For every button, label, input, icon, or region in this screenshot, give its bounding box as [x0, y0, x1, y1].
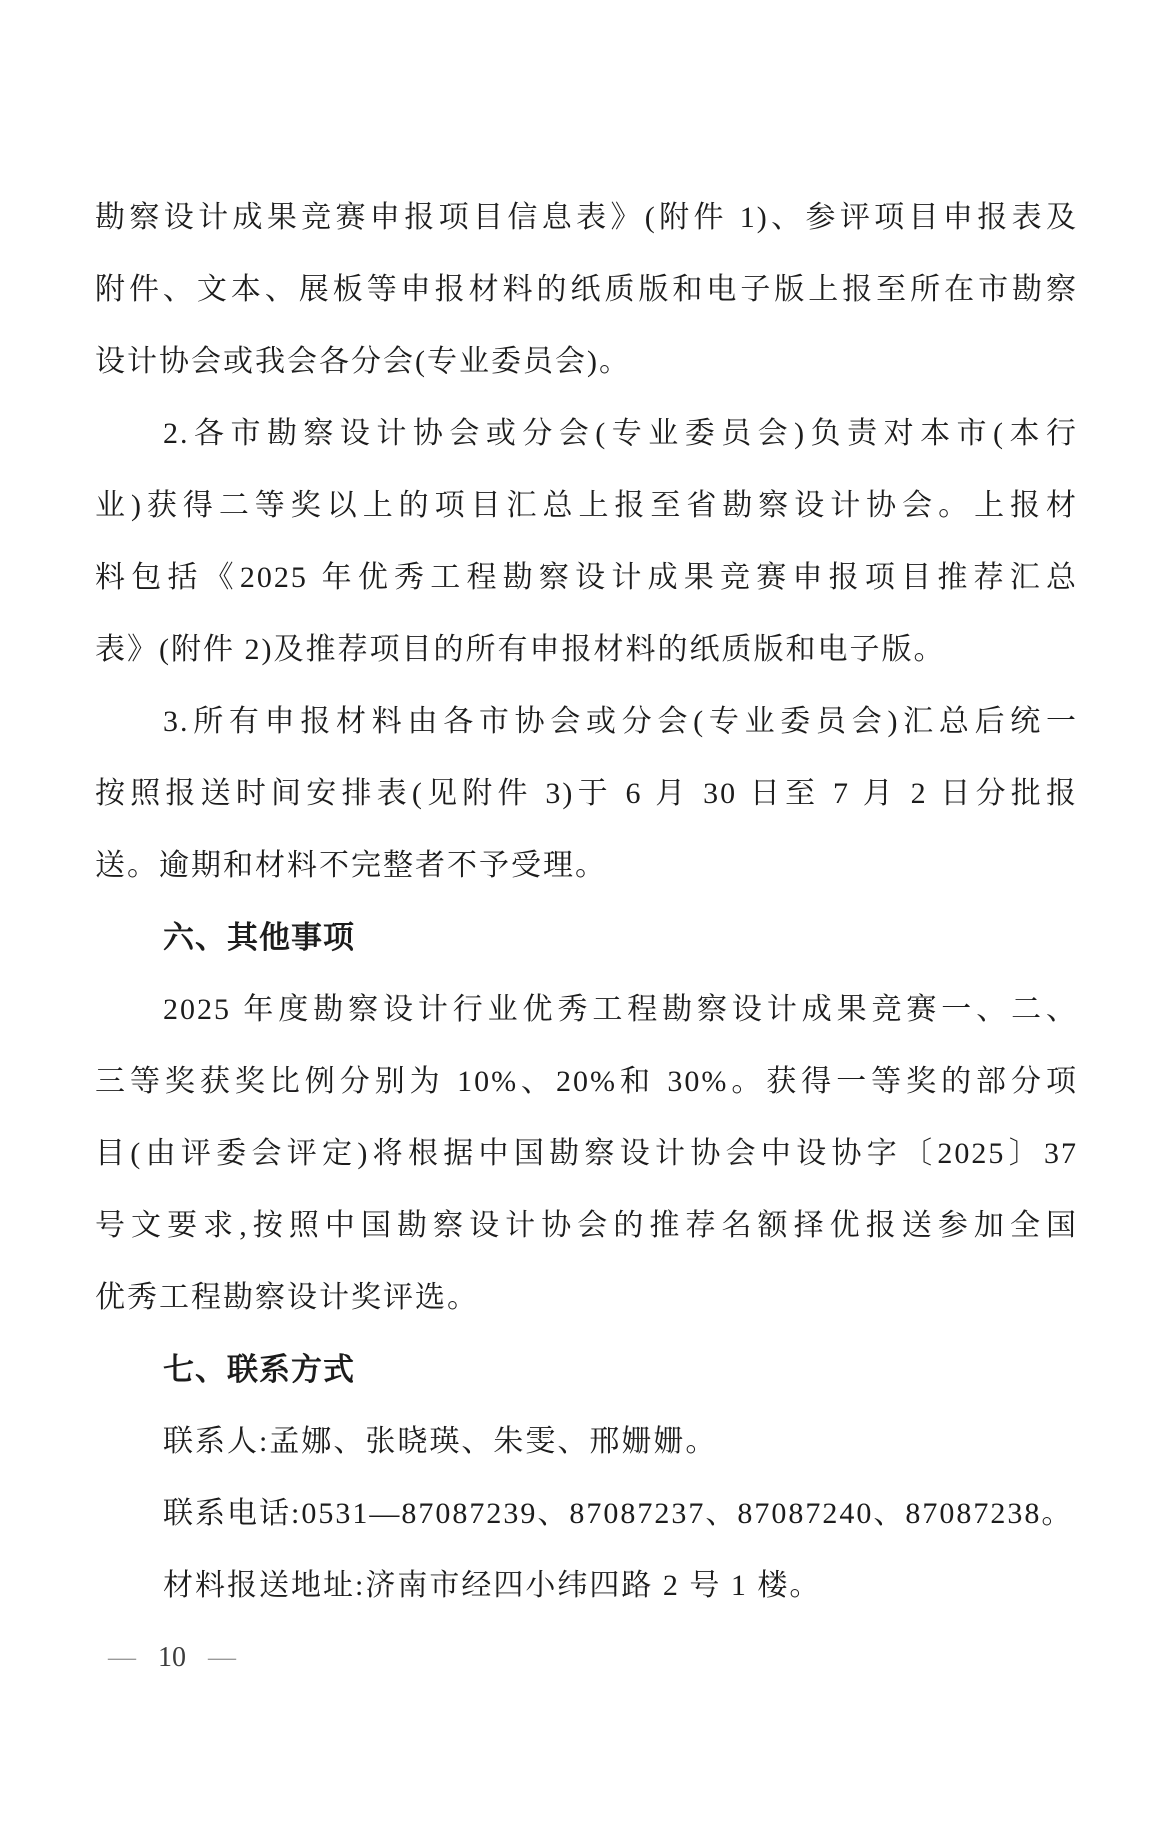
page-number: 10	[158, 1642, 186, 1673]
doc-line: 送。逾期和材料不完整者不予受理。	[95, 849, 607, 882]
doc-line: 按照报送时间安排表(见附件 3)于 6 月 30 日至 7 月 2 日分批报	[95, 777, 1078, 810]
doc-line: 附件、文本、展板等申报材料的纸质版和电子版上报至所在市勘察	[95, 273, 1078, 306]
contact-persons-line: 联系人:孟娜、张晓瑛、朱雯、邢姗姗。	[163, 1425, 718, 1458]
heading-other-matters: 六、其他事项	[163, 920, 355, 955]
doc-line: 设计协会或我会各分会(专业委员会)。	[95, 345, 631, 378]
doc-line: 目(由评委会评定)将根据中国勘察设计协会中设协字〔2025〕37	[95, 1137, 1078, 1170]
submission-address-line: 材料报送地址:济南市经四小纬四路 2 号 1 楼。	[163, 1569, 822, 1602]
footer-dash-left: —	[108, 1642, 136, 1673]
doc-line: 业)获得二等奖以上的项目汇总上报至省勘察设计协会。上报材	[95, 489, 1078, 522]
contact-phone-line: 联系电话:0531—87087239、87087237、87087240、87087238。	[163, 1497, 1074, 1530]
doc-line: 号文要求,按照中国勘察设计协会的推荐名额择优报送参加全国	[95, 1209, 1078, 1242]
doc-line: 表》(附件 2)及推荐项目的所有申报材料的纸质版和电子版。	[95, 633, 946, 666]
doc-line-item-3: 3.所有申报材料由各市协会或分会(专业委员会)汇总后统一	[163, 705, 1078, 738]
footer-dash-right: —	[208, 1642, 236, 1673]
document-body	[95, 182, 1078, 1622]
doc-line: 三等奖获奖比例分别为 10%、20%和 30%。获得一等奖的部分项	[95, 1065, 1078, 1098]
doc-line-item-2: 2.各市勘察设计协会或分会(专业委员会)负责对本市(本行	[163, 417, 1078, 450]
doc-line: 2025 年度勘察设计行业优秀工程勘察设计成果竞赛一、二、	[163, 993, 1078, 1026]
doc-line: 料包括《2025 年优秀工程勘察设计成果竞赛申报项目推荐汇总	[95, 561, 1078, 594]
doc-line: 优秀工程勘察设计奖评选。	[95, 1281, 479, 1314]
doc-line: 勘察设计成果竞赛申报项目信息表》(附件 1)、参评项目申报表及	[95, 201, 1078, 234]
heading-contact-info: 七、联系方式	[163, 1352, 355, 1387]
page-footer	[108, 1622, 236, 1694]
